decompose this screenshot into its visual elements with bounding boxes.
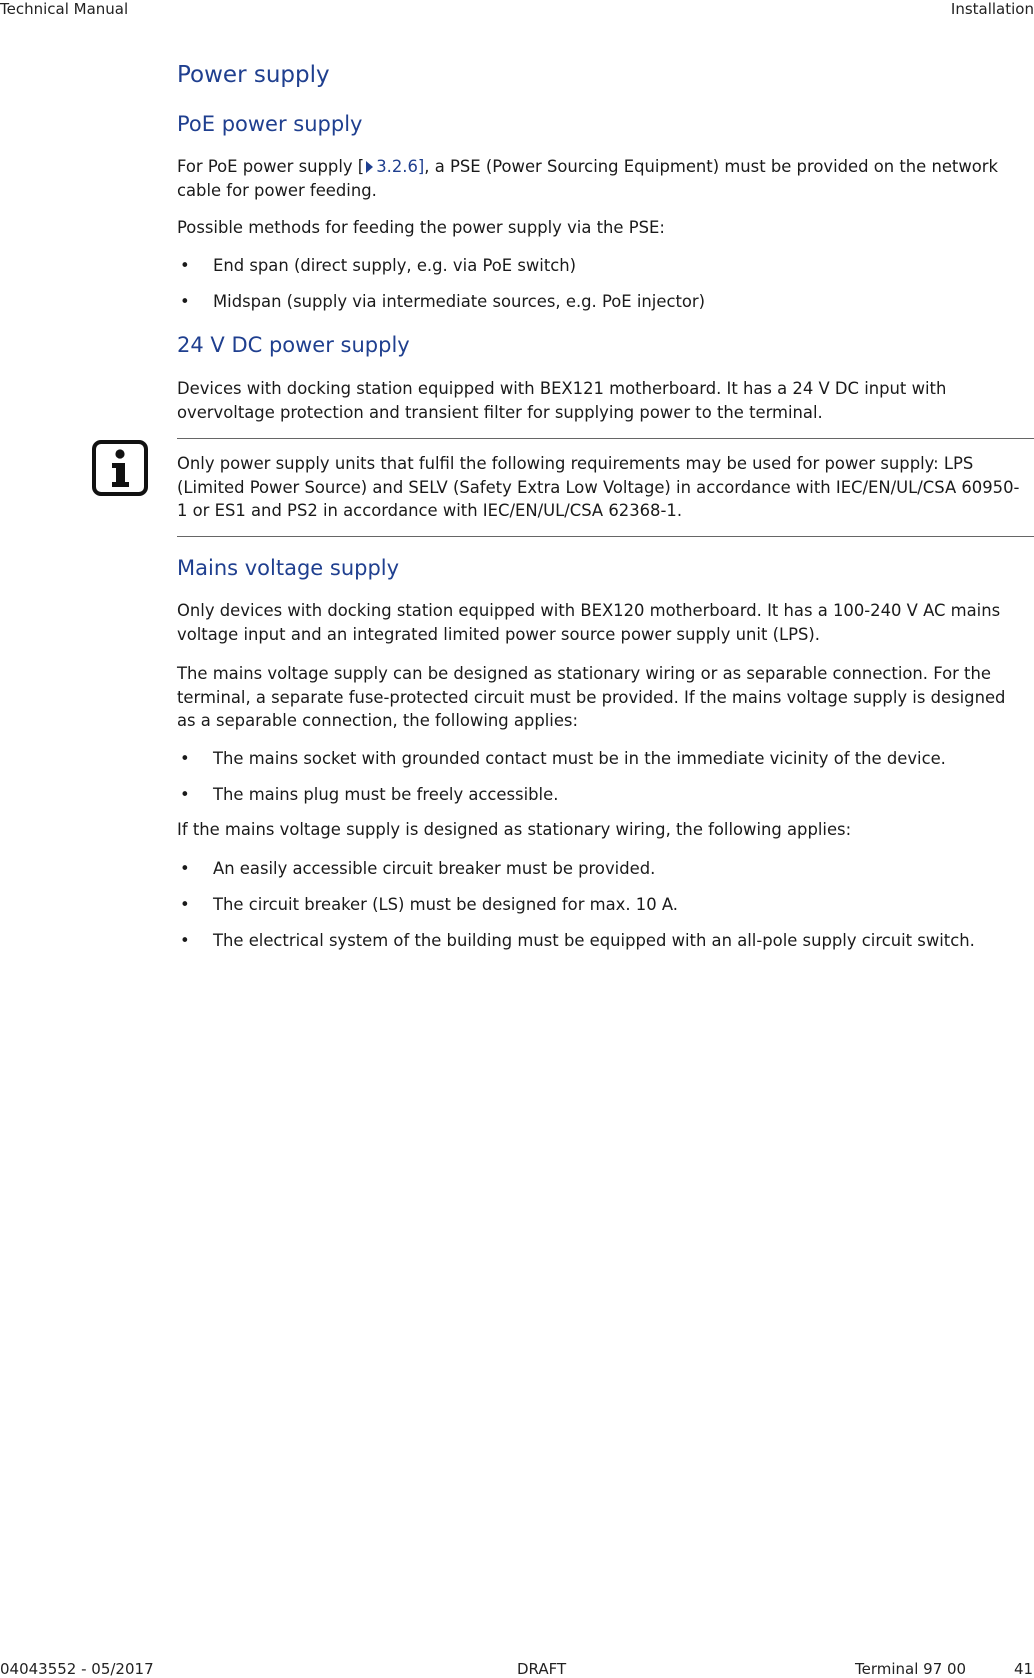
list-item: [177, 893, 1027, 917]
note-bottom-rule: [177, 536, 1034, 537]
cross-reference-link[interactable]: 3.2.6]: [364, 157, 424, 176]
paragraph: [177, 155, 1027, 202]
paragraph: Possible methods for feeding the power supply via the PSE:: [177, 218, 665, 237]
paragraph: Devices with docking station equipped with BEX121 motherboard. It has a 24 V DC input with overvoltage protection and transient filter for supplying power to the terminal.: [177, 379, 947, 422]
bullet-icon: •: [180, 859, 190, 878]
list-item-text: End span (direct supply, e.g. via PoE switch): [213, 256, 577, 275]
list-item-text: The mains socket with grounded contact must be in the immediate vicinity of the device.: [213, 749, 946, 768]
section-title: 24 V DC power supply: [177, 333, 410, 357]
text: , a PSE (Power Sourcing Equipment) must be provided on the network cable for power feeding.: [177, 157, 999, 200]
paragraph: The mains voltage supply can be designed as stationary wiring or as separable connection. For the terminal, a separate fuse-protected circuit must be provided. If the mains voltage supply is designed as a separable connection, the following applies:: [177, 664, 1006, 730]
list-item-text: The electrical system of the building must be equipped with an all-pole supply circuit switch.: [213, 931, 975, 950]
header-left: Technical Manual: [0, 0, 129, 18]
list-item-text: Midspan (supply via intermediate sources, e.g. PoE injector): [213, 292, 706, 311]
bullet-icon: •: [180, 785, 190, 804]
bullet-icon: •: [180, 749, 190, 768]
text: For PoE power supply [: [177, 157, 365, 176]
bullet-icon: •: [180, 256, 190, 275]
list-item-text: The mains plug must be freely accessible.: [213, 785, 559, 804]
footer-status: DRAFT: [517, 1660, 567, 1678]
footer-product: Terminal 97 00: [855, 1660, 967, 1678]
bullet-icon: •: [180, 895, 190, 914]
list-item: [177, 857, 1027, 881]
list-item: [177, 747, 1027, 771]
info-icon: [92, 440, 148, 496]
paragraph: Only devices with docking station equipped with BEX120 motherboard. It has a 100-240 V AC mains voltage input and an integrated limited power source power supply unit (LPS).: [177, 601, 1001, 644]
header-right: Installation: [950, 0, 1034, 18]
triangle-right-icon: [366, 161, 373, 173]
paragraph: If the mains voltage supply is designed as stationary wiring, the following applies:: [177, 820, 852, 839]
footer-page-number: 41: [1014, 1660, 1034, 1678]
bullet-icon: •: [180, 931, 190, 950]
footer-doc-id: 04043552 - 05/2017: [0, 1660, 154, 1678]
list-item: [177, 783, 1027, 807]
bullet-icon: •: [180, 292, 190, 311]
note-top-rule: [177, 438, 1034, 439]
list-item-text: The circuit breaker (LS) must be designed for max. 10 A.: [213, 895, 678, 914]
list-item: [177, 290, 1027, 314]
section-title: Mains voltage supply: [177, 556, 400, 580]
section-title: PoE power supply: [177, 112, 363, 136]
section-title: Power supply: [177, 62, 330, 88]
note-text: Only power supply units that fulfil the following requirements may be used for power supply: LPS (Limited Power Source) and SELV (Safety Extra Low Voltage) in accordance with IEC/EN/UL/CSA 60950-1 or ES1 and PS2 in accordance with IEC/EN/UL/CSA 62368-1.: [177, 454, 1020, 520]
list-item-text: An easily accessible circuit breaker must be provided.: [213, 859, 656, 878]
list-item: [177, 254, 1027, 278]
list-item: [177, 929, 1027, 953]
